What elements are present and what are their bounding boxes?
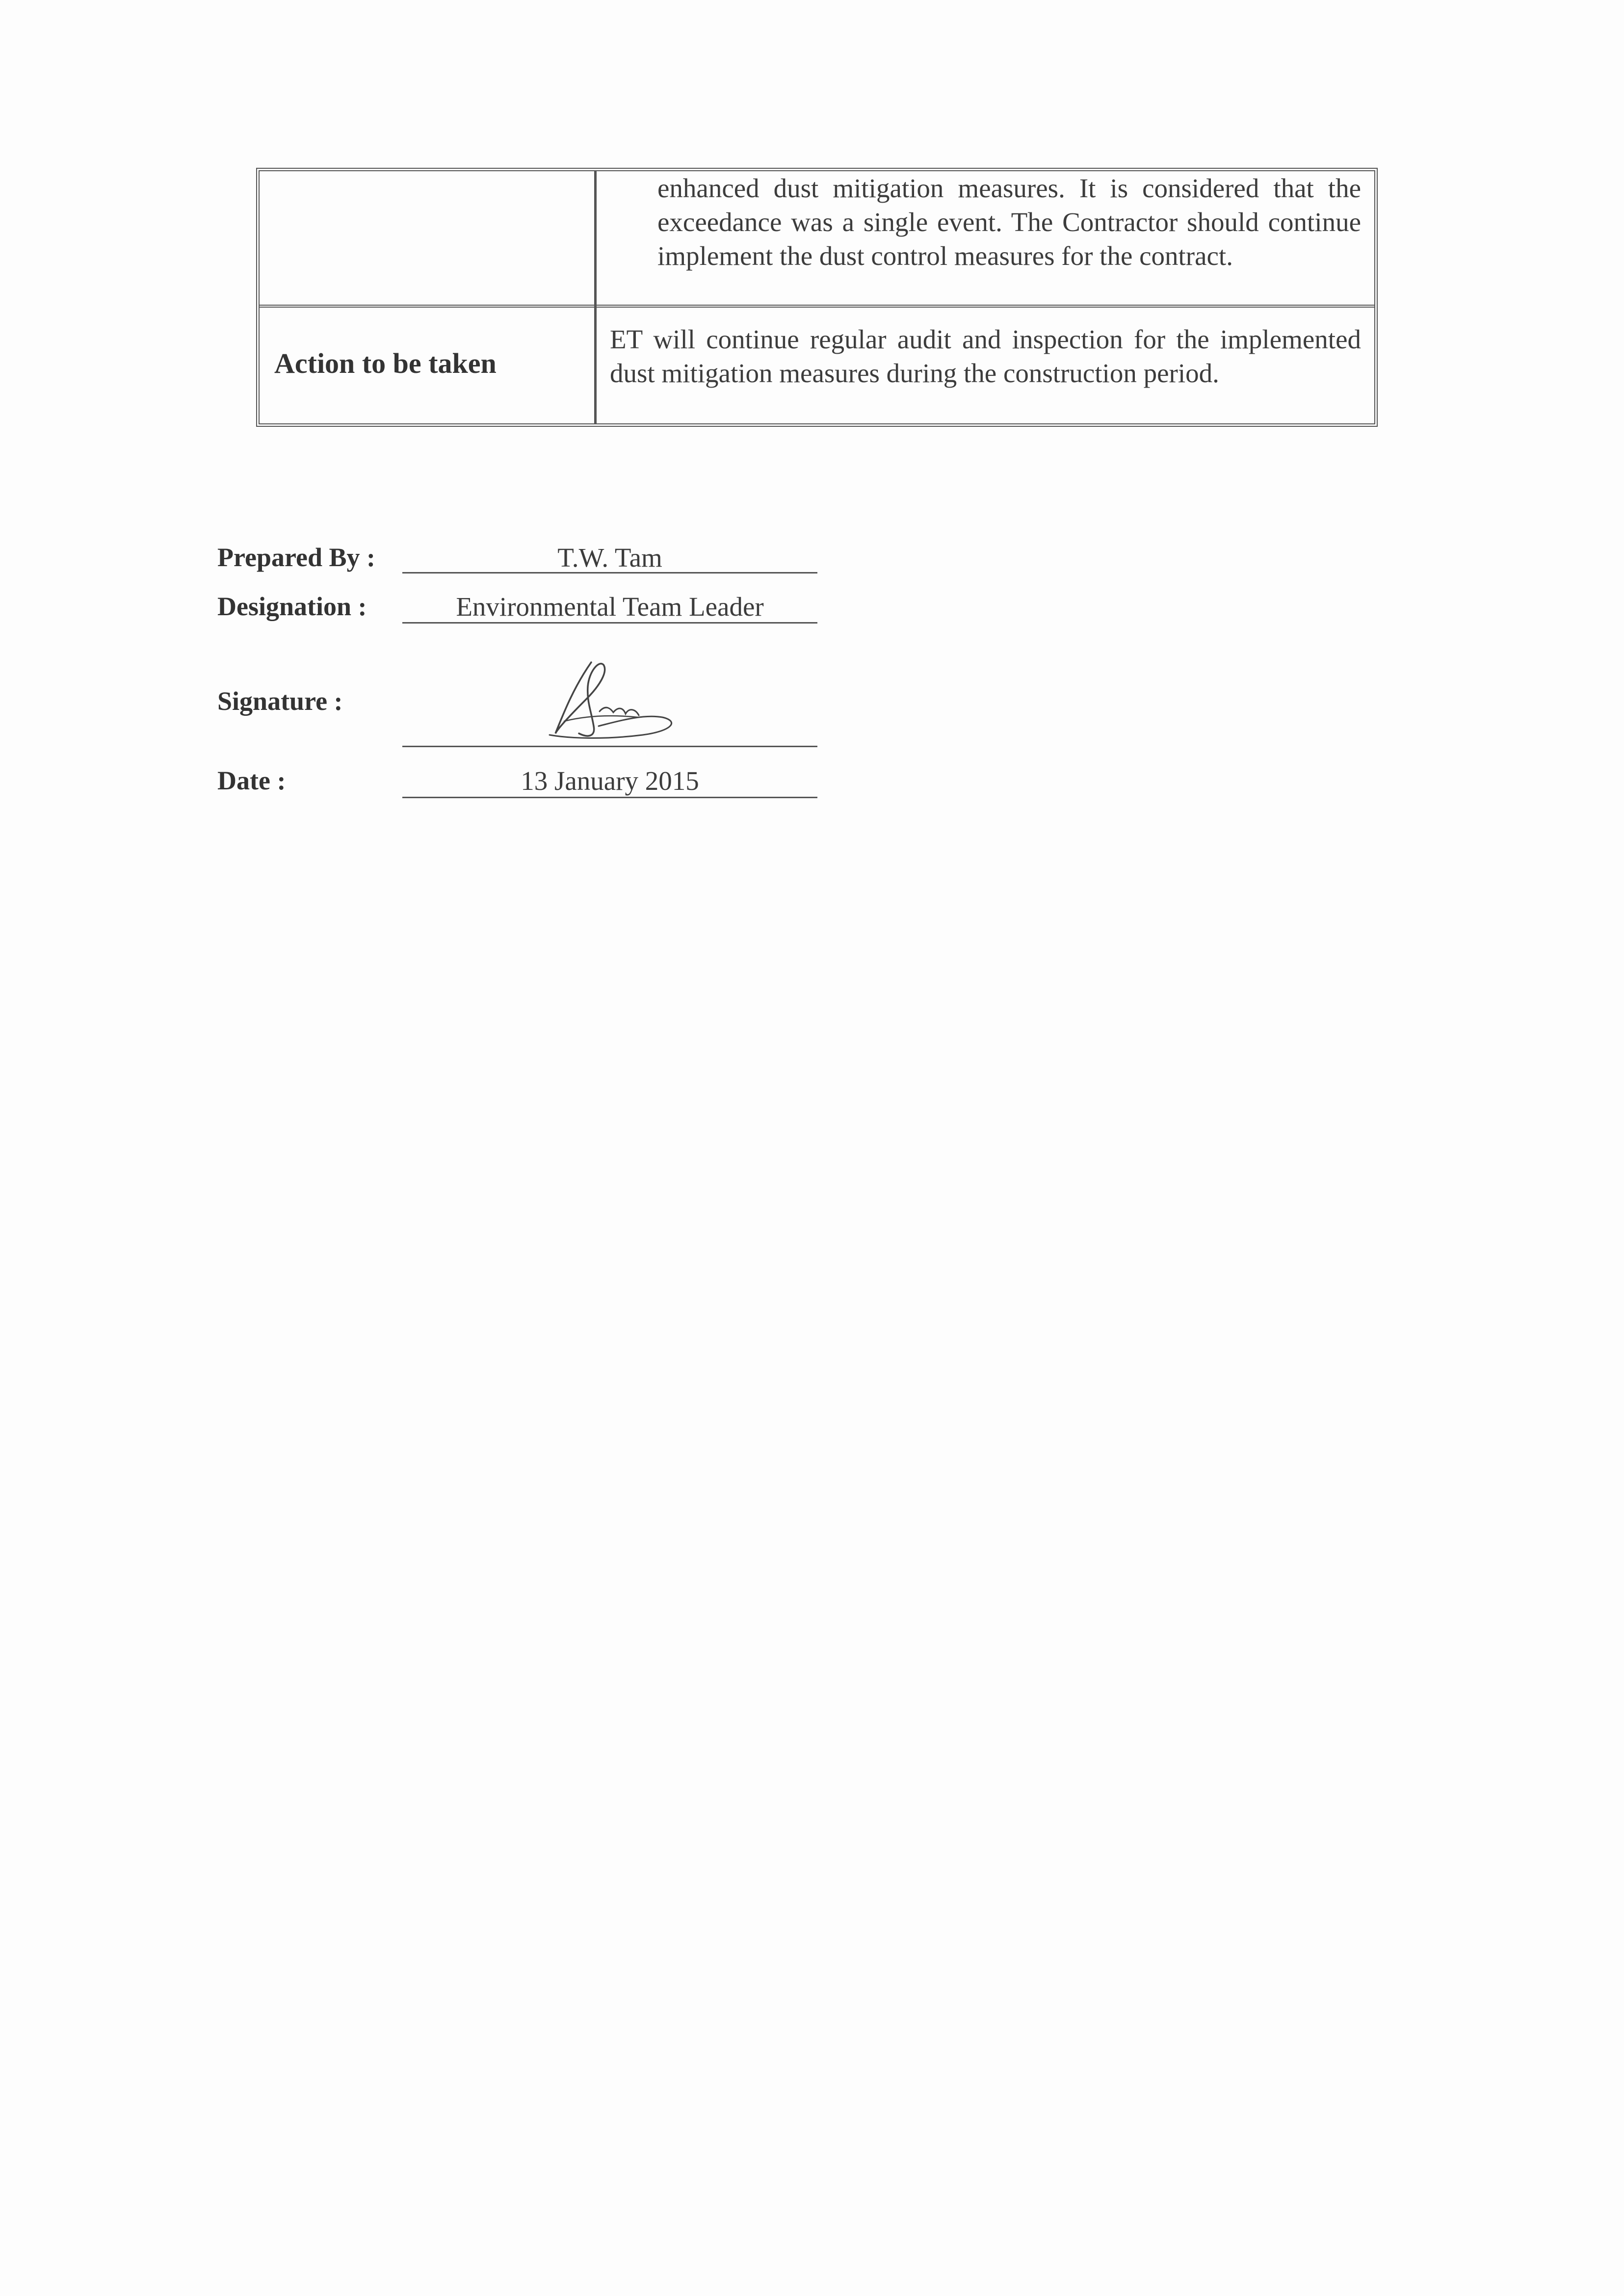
signature-underline	[402, 746, 817, 747]
prepared-by-underline	[402, 572, 817, 574]
table-cell-text	[597, 171, 1374, 305]
exceedance-table	[256, 168, 1378, 427]
table-cell-text	[597, 308, 1374, 423]
designation-label: Designation :	[217, 592, 367, 621]
designation-value: Environmental Team Leader	[456, 592, 764, 622]
designation-underline	[402, 622, 817, 624]
handwritten-signature	[545, 652, 692, 751]
signature-label: Signature :	[217, 686, 343, 716]
table-row	[260, 171, 1374, 308]
row-text-action: ET will continue regular audit and inspection for the implemented dust mitigation measures during the construction period.	[610, 324, 1361, 388]
row-label-action: Action to be taken	[274, 347, 497, 379]
date-underline	[402, 797, 817, 798]
prepared-by-value: T.W. Tam	[557, 543, 662, 573]
date-label: Date :	[217, 766, 286, 795]
date-value: 13 January 2015	[521, 766, 699, 796]
prepared-by-label: Prepared By :	[217, 543, 375, 572]
table-row	[260, 308, 1374, 423]
table-cell-label	[260, 171, 594, 305]
row-text: enhanced dust mitigation measures. It is considered that the exceedance was a single event. The Contractor should continue implement the dust control measures for the contract.	[657, 173, 1361, 271]
table-cell-label	[260, 308, 594, 423]
